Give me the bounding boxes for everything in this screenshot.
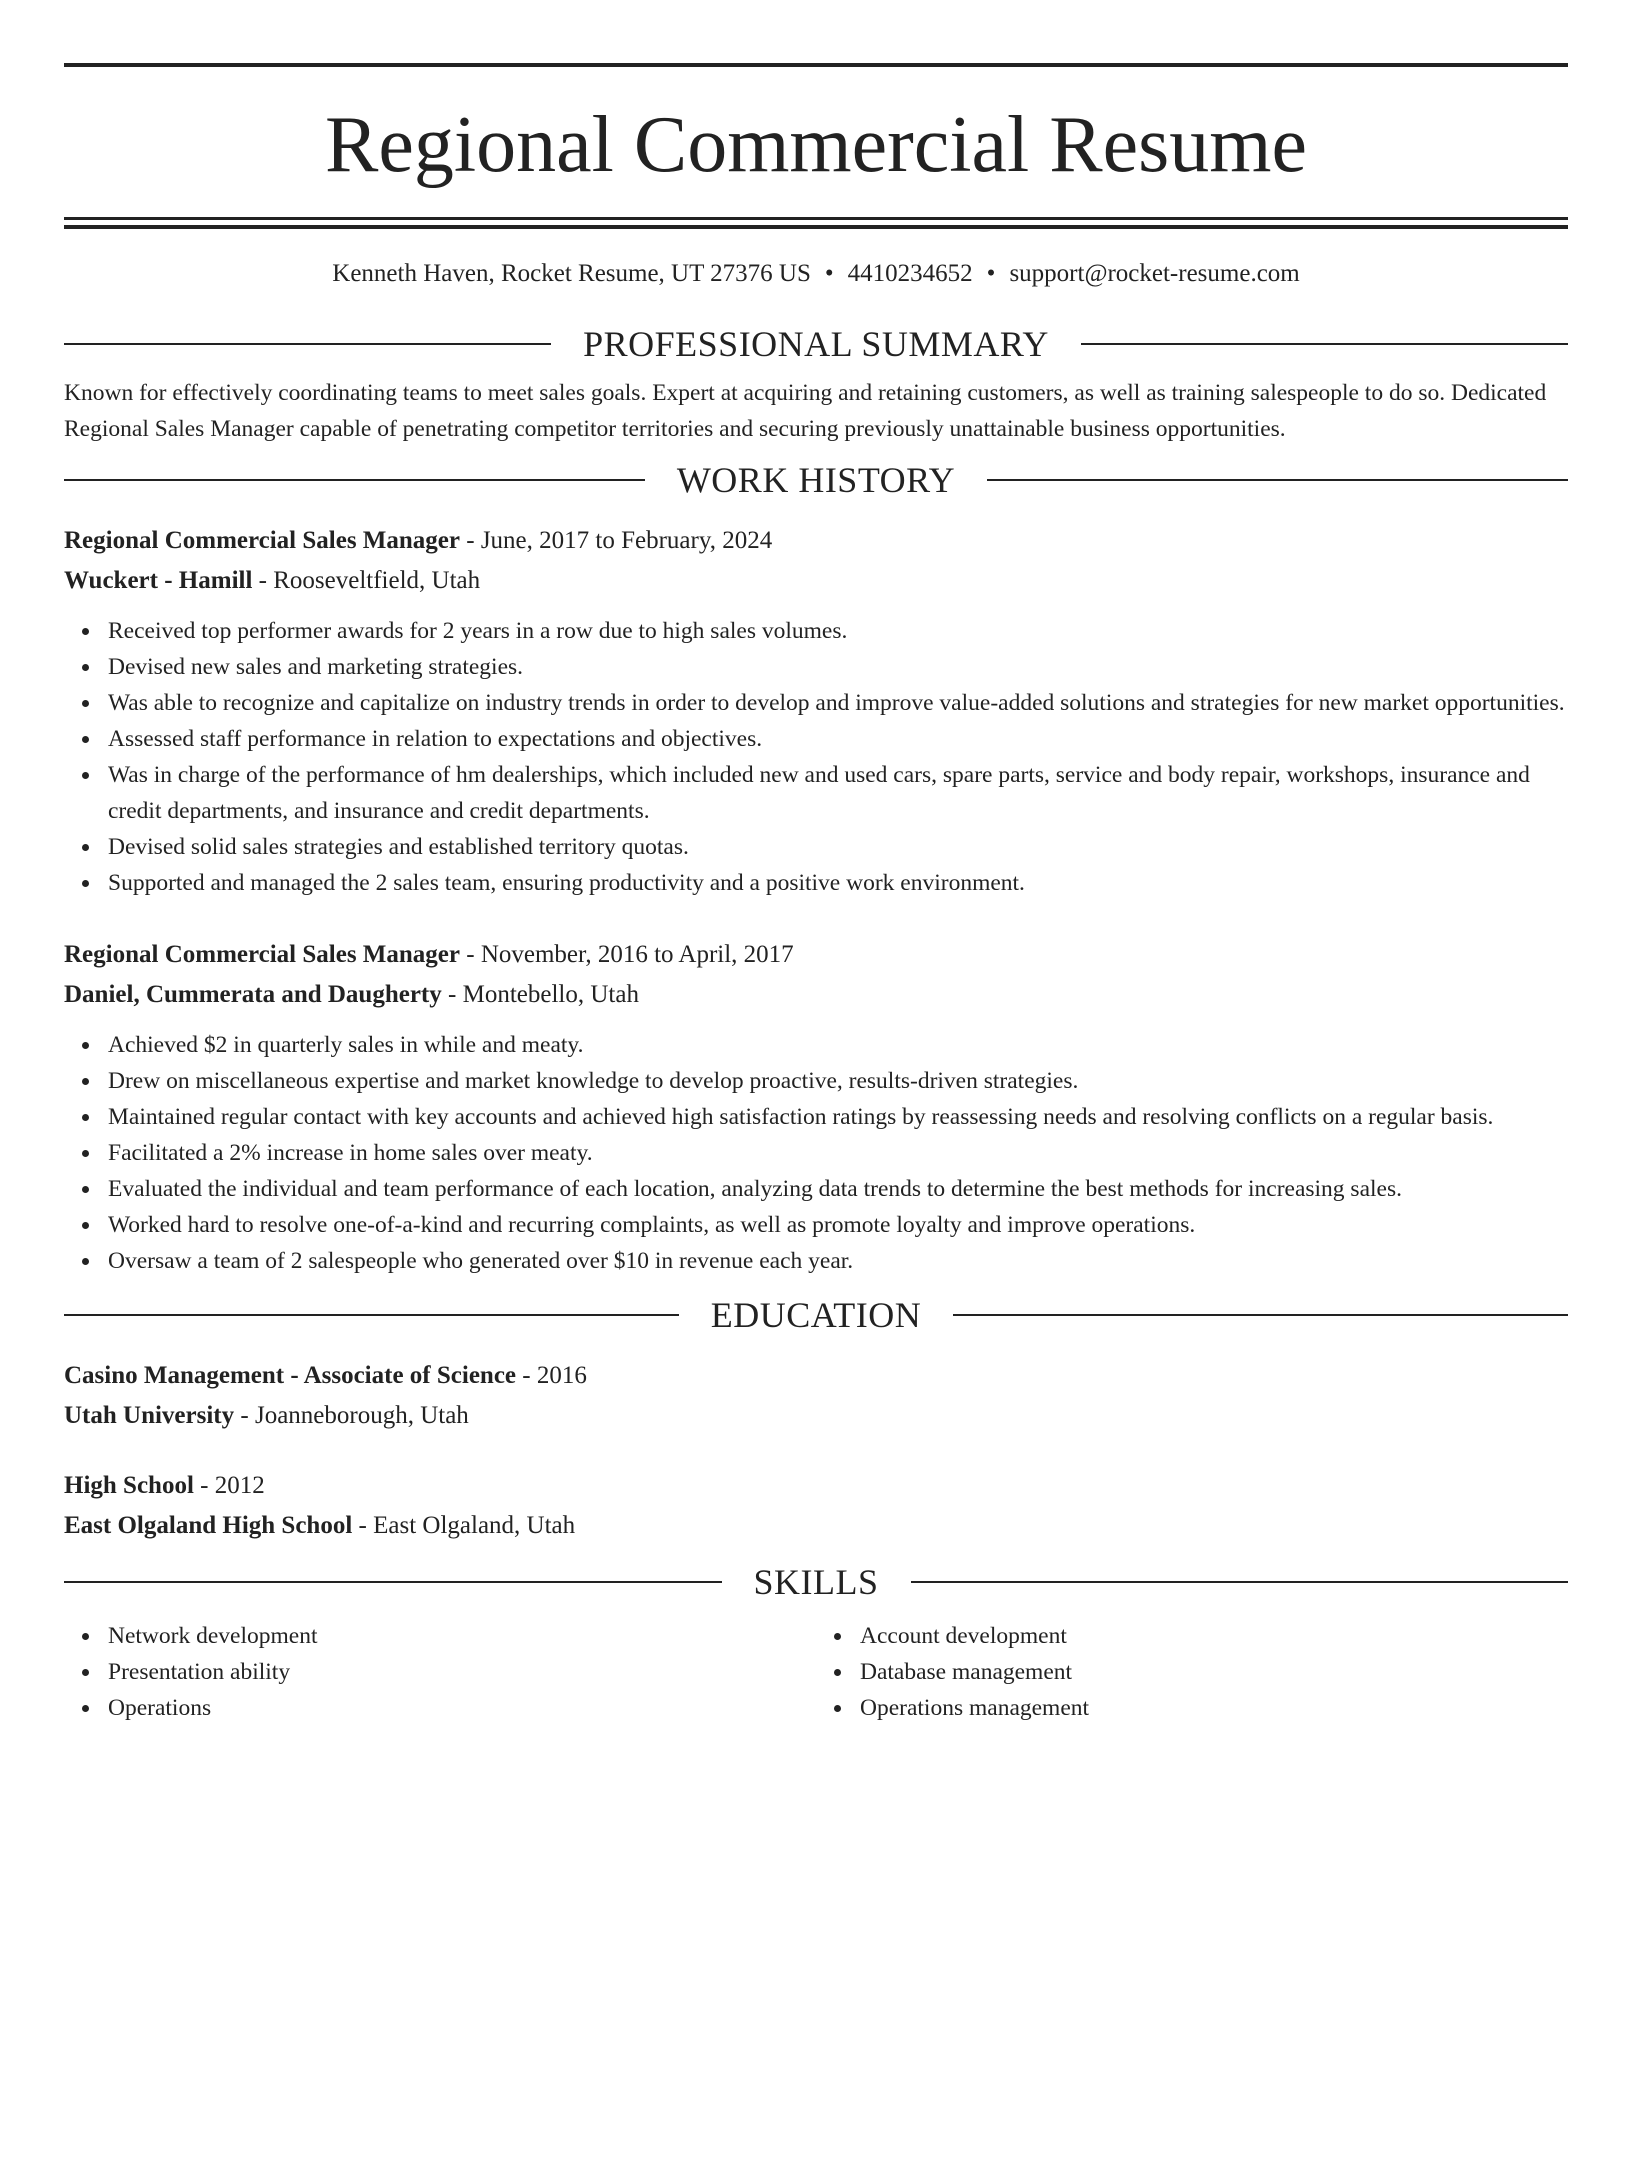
resume-page [0, 63, 1632, 2175]
job-bullets [64, 1027, 1568, 1279]
skill-item: Operations management [860, 1690, 1568, 1726]
list-item: Devised new sales and marketing strategies. [108, 649, 1568, 685]
job-location: - Rooseveltfield, Utah [252, 567, 481, 594]
heading-rule-left [64, 1314, 679, 1316]
education-year: - 2012 [193, 1472, 265, 1499]
job-title-line [64, 521, 1568, 561]
list-item: Worked hard to resolve one-of-a-kind and recurring complaints, as well as promote loyalty and improve operations. [108, 1207, 1568, 1243]
education-location: - East Olgaland, Utah [352, 1512, 576, 1539]
heading-rule-left [64, 1581, 722, 1583]
list-item: Maintained regular contact with key accounts and achieved high satisfaction ratings by reassessing needs and resolving conflicts on a regular basis. [108, 1099, 1568, 1135]
job-company: Daniel, Cummerata and Daugherty [64, 981, 442, 1008]
heading-rule-right [987, 479, 1568, 481]
education-location: - Joanneborough, Utah [234, 1402, 469, 1429]
skill-item: Database management [860, 1654, 1568, 1690]
education-degree-line [64, 1466, 1568, 1506]
list-item: Received top performer awards for 2 years in a row due to high sales volumes. [108, 613, 1568, 649]
list-item: Oversaw a team of 2 salespeople who generated over $10 in revenue each year. [108, 1243, 1568, 1279]
heading-rule-left [64, 479, 645, 481]
heading-rule-right [911, 1581, 1569, 1583]
list-item: Assessed staff performance in relation to expectations and objectives. [108, 721, 1568, 757]
skills-grid [64, 1618, 1568, 1726]
education-heading [64, 1293, 1568, 1337]
summary-heading [64, 322, 1568, 366]
work-history-heading-label: WORK HISTORY [676, 460, 956, 500]
skills-heading [64, 1560, 1568, 1604]
job-dates: - November, 2016 to April, 2017 [460, 941, 794, 968]
contact-separator: • [824, 260, 834, 287]
education-school: Utah University [64, 1402, 235, 1429]
education-year: - 2016 [516, 1362, 587, 1389]
job-title-line [64, 935, 1568, 975]
job-company-line [64, 561, 1568, 601]
job-company-line [64, 975, 1568, 1015]
heading-rule-right [953, 1314, 1568, 1316]
list-item: Drew on miscellaneous expertise and market knowledge to develop proactive, results-driven strategies. [108, 1063, 1568, 1099]
education-degree: High School [64, 1472, 194, 1499]
skills-list-right [816, 1618, 1568, 1726]
skill-item: Operations [108, 1690, 816, 1726]
summary-text: Known for effectively coordinating teams to meet sales goals. Expert at acquiring and retaining customers, as well as training salespeople to do so. Dedicated Regional Sales Manager capable of penetrating competitor territories and securing previously unattainable business opportunities. [64, 380, 1547, 442]
title-double-rule [64, 217, 1568, 229]
resume-title: Regional Commercial Resume [325, 101, 1307, 189]
skills-heading-label: SKILLS [753, 1562, 879, 1602]
job-entry [64, 521, 1568, 901]
education-degree-line [64, 1356, 1568, 1396]
job-location: - Montebello, Utah [441, 981, 639, 1008]
skills-list-left [64, 1618, 816, 1726]
education-school: East Olgaland High School [64, 1512, 353, 1539]
list-item: Evaluated the individual and team performance of each location, analyzing data trends to determine the best methods for increasing sales. [108, 1171, 1568, 1207]
education-heading-label: EDUCATION [710, 1295, 922, 1335]
list-item: Achieved $2 in quarterly sales in while and meaty. [108, 1027, 1568, 1063]
heading-rule-right [1081, 343, 1568, 345]
skill-item: Network development [108, 1618, 816, 1654]
education-degree: Casino Management - Associate of Science [64, 1362, 517, 1389]
job-dates: - June, 2017 to February, 2024 [460, 527, 773, 554]
skill-item: Presentation ability [108, 1654, 816, 1690]
education-entry [64, 1356, 1568, 1436]
education-school-line [64, 1396, 1568, 1436]
list-item: Was able to recognize and capitalize on industry trends in order to develop and improve value-added solutions and strategies for new market opportunities. [108, 685, 1568, 721]
education-school-line [64, 1506, 1568, 1546]
contact-address: Kenneth Haven, Rocket Resume, UT 27376 US [332, 260, 811, 287]
heading-rule-left [64, 343, 551, 345]
list-item: Devised solid sales strategies and established territory quotas. [108, 829, 1568, 865]
contact-email: support@rocket-resume.com [1009, 260, 1300, 287]
list-item: Supported and managed the 2 sales team, ensuring productivity and a positive work environment. [108, 865, 1568, 901]
education-entry [64, 1466, 1568, 1546]
job-company: Wuckert - Hamill [64, 567, 253, 594]
list-item: Facilitated a 2% increase in home sales over meaty. [108, 1135, 1568, 1171]
summary-heading-label: PROFESSIONAL SUMMARY [583, 324, 1049, 364]
contact-phone: 4410234652 [847, 260, 973, 287]
contact-line [64, 259, 1568, 289]
job-bullets [64, 613, 1568, 901]
work-history-heading [64, 458, 1568, 502]
contact-separator: • [986, 260, 996, 287]
list-item: Was in charge of the performance of hm dealerships, which included new and used cars, spare parts, service and body repair, workshops, insurance and credit departments, and insurance and credit departments. [108, 757, 1568, 829]
job-entry [64, 935, 1568, 1279]
skill-item: Account development [860, 1618, 1568, 1654]
job-title: Regional Commercial Sales Manager [64, 527, 460, 554]
job-title: Regional Commercial Sales Manager [64, 941, 460, 968]
